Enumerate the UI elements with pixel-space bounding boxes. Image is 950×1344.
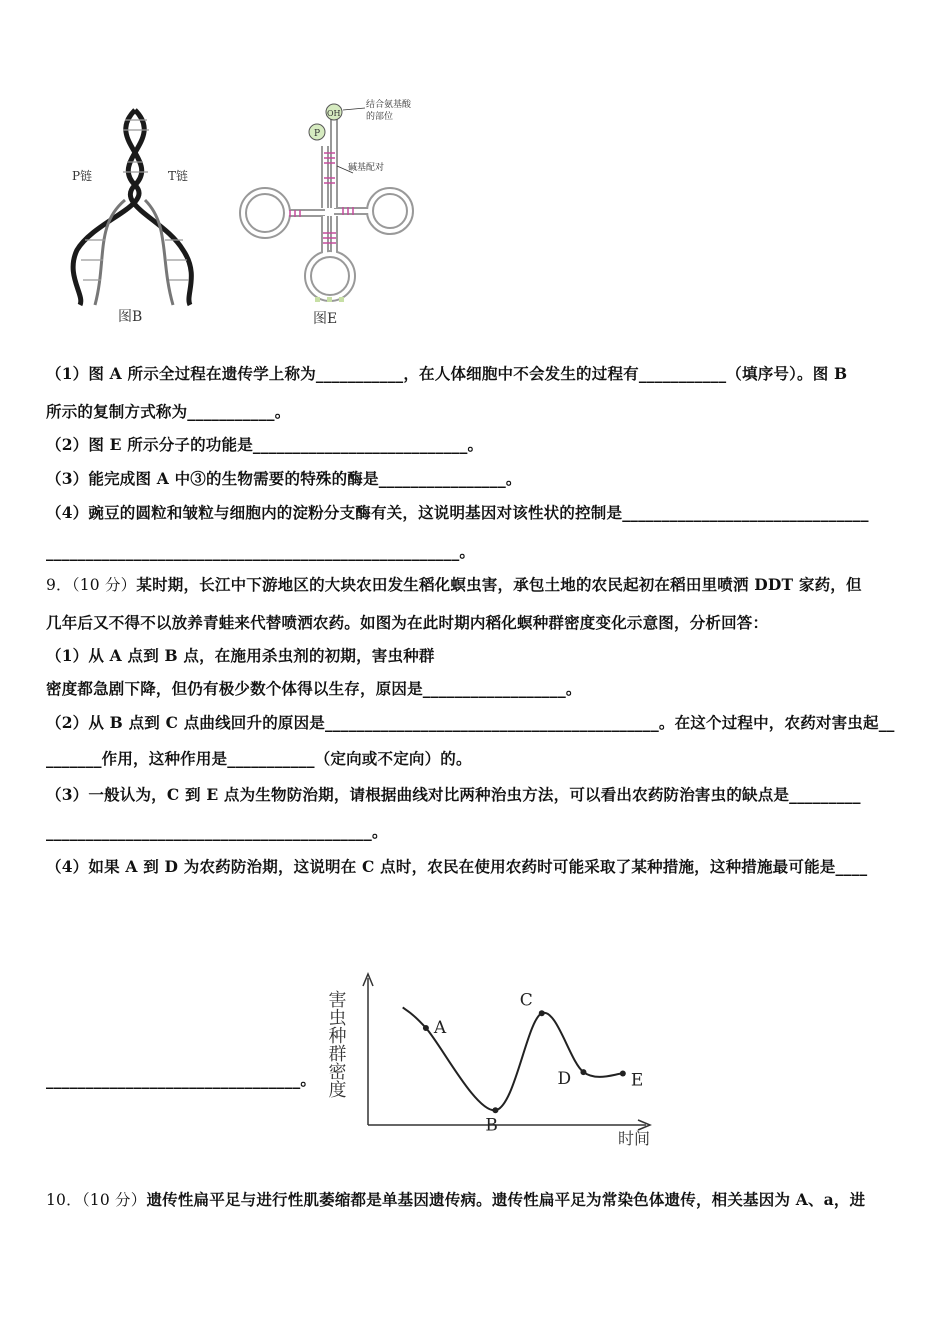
q9-part3-line1: （3）一般认为，C 到 E 点为生物防治期，请根据曲线对比两种治虫方法，可以看出农药防治害虫的缺点是_________	[46, 785, 861, 804]
data-point-a	[423, 1025, 429, 1031]
q10-stem-1: 遗传性扁平足与进行性肌萎缩都是单基因遗传病。遗传性扁平足为常染色体遗传，相关基因为 A、a，进	[146, 1190, 866, 1209]
p-chain-label: P链	[72, 169, 93, 183]
p-label: P	[314, 129, 321, 139]
q8-part1-line2: 所示的复制方式称为___________。	[46, 402, 291, 421]
q8-part3: （3）能完成图 A 中③的生物需要的特殊的酶是________________。	[46, 469, 522, 488]
t-chain-label: T链	[168, 169, 189, 183]
base-pairing-label: 碱基配对	[348, 163, 385, 173]
x-axis-label: 时间	[618, 1129, 651, 1148]
q9-part1-line2: 密度都急剧下降，但仍有极少数个体得以生存，原因是__________________。	[46, 679, 582, 698]
q9-part1-line1: （1）从 A 点到 B 点，在施用杀虫剂的初期，害虫种群	[46, 646, 435, 665]
q9-line1	[46, 573, 862, 595]
pest-density-chart	[326, 968, 671, 1148]
amino-acid-site-label-1: 结合氨基酸	[366, 100, 412, 110]
point-label-e: E	[630, 1070, 644, 1091]
q10-line1	[46, 1188, 865, 1210]
point-label-a: A	[433, 1017, 447, 1038]
figure-e-trna	[235, 98, 435, 308]
data-point-b	[492, 1107, 498, 1113]
q8-part4-line2: ____________________________________________________。	[46, 542, 476, 561]
q10-number: 10．（10 分）	[46, 1191, 147, 1209]
data-point-e	[620, 1071, 626, 1077]
oh-label: OH	[327, 109, 341, 118]
point-label-c: C	[519, 990, 533, 1011]
q9-stem-1: 某时期，长江中下游地区的大块农田发生稻化螟虫害，承包土地的农民起初在稻田里喷洒 DDT 家药，但	[136, 575, 862, 594]
figure-b-dna-helix	[55, 100, 215, 325]
q8-part1-line1: （1）图 A 所示全过程在遗传学上称为___________，在人体细胞中不会发生的过程有___________（填序号）。图 B	[46, 364, 848, 383]
figure-e-caption: 图E	[313, 311, 338, 327]
figure-b-caption: 图B	[118, 309, 143, 325]
q8-part2: （2）图 E 所示分子的功能是___________________________。	[46, 435, 484, 454]
data-point-d	[580, 1069, 586, 1075]
y-axis-label: 害虫种群密度	[326, 990, 347, 1098]
q9-part4-line1: （4）如果 A 到 D 为农药防治期，这说明在 C 点时，农民在使用农药时可能采取了某种措施，这种措施最可能是____	[46, 857, 868, 876]
point-label-d: D	[557, 1069, 572, 1090]
q9-part3-line2: _________________________________________。	[46, 822, 388, 841]
q9-number: 9．（10 分）	[46, 576, 137, 594]
q9-part2-line2: _______作用，这种作用是___________（定向或不定向）的。	[46, 749, 472, 768]
amino-acid-site-label-2: 的部位	[366, 112, 394, 122]
q9-part4-line2: ________________________________。	[46, 1070, 317, 1089]
q9-line2: 几年后又不得不以放养青蛙来代替喷洒农药。如图为在此时期内稻化螟种群密度变化示意图，分析回答：	[46, 613, 769, 632]
data-point-c	[539, 1010, 545, 1016]
point-label-b: B	[485, 1115, 498, 1136]
q9-part2-line1: （2）从 B 点到 C 点曲线回升的原因是__________________________________________。在这个过程中，农药对害虫起__	[46, 713, 895, 732]
q8-part4-line1: （4）豌豆的圆粒和皱粒与细胞内的淀粉分支酶有关，这说明基因对该性状的控制是_______________________________	[46, 503, 869, 522]
